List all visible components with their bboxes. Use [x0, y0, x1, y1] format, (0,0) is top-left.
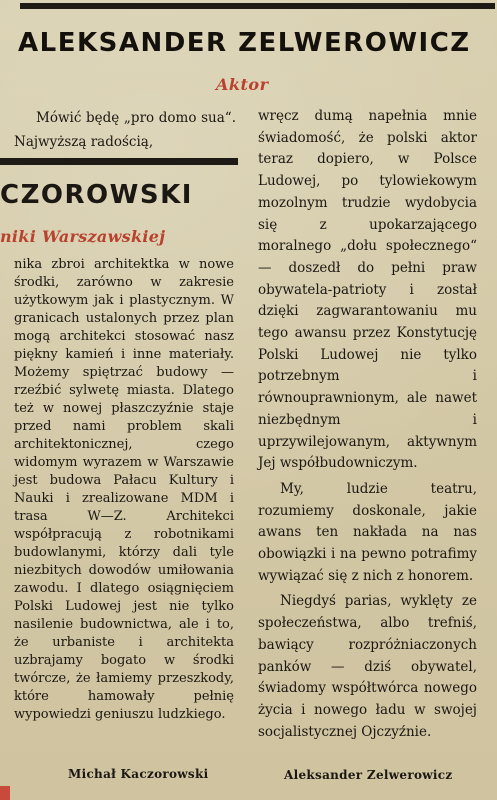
author-role-actor: Aktor — [216, 75, 269, 94]
article-right-body — [258, 106, 477, 743]
right-body-paragraph-1: wręcz dumą napełnia mnie świadomość, że polski aktor teraz dopiero, w Polsce Ludowej, po tylowiekowym mozolnym trudzie wydobycia się z upokarzającego moralnego „dołu społecznego“ — doszedł do pełni praw obywatela-patrioty i został dzięki zagwarantowaniu mu tego awansu przez Konstytucję Polski Ludowej nie tylko potrzebnym i równouprawnionym, ale nawet niezbędnym i uprzywilejowanym, aktywnym Jej współbudowniczym. — [258, 108, 477, 472]
author-heading-zelwerowicz: ALEKSANDER ZELWEROWICZ — [18, 28, 471, 58]
article-left-body — [14, 256, 234, 724]
intro-paragraph: Mówić będę „pro domo sua“. Najwyższą radością, — [14, 110, 236, 150]
article-right-intro — [14, 106, 236, 154]
signature-zelwerowicz: Aleksander Zelwerowicz — [284, 768, 453, 782]
left-divider-rule — [0, 158, 238, 165]
right-body-paragraph-2: My, ludzie teatru, rozumiemy doskonale, jakie awans ten nakłada na nas obowiązki i na pewno potrafimy wywiązać się z nich z honorem. — [258, 480, 477, 584]
author-role-warsaw: niki Warszawskiej — [0, 227, 166, 246]
top-divider-rule — [20, 3, 495, 9]
right-body-paragraph-3: Niegdyś parias, wyklęty ze społeczeństwa, albo trefniś, bawiący rozpróżniaczonych panków — dziś obywatel, świadomy współtwórca nowego życia i nowego ładu w swojej socjalistycznej Ojczyźnie. — [258, 593, 477, 740]
signature-kaczorowski: Michał Kaczorowski — [68, 767, 209, 781]
author-heading-kaczorowski: CZOROWSKI — [0, 180, 193, 210]
left-body-paragraph: nika zbroi architektka w nowe środki, zarówno w zakresie użytkowym jak i plastycznym. W granicach ustalonych przez plan mogą architekci stosować nasz piękny kamień i inne materiały. Możemy spiętrzać budowy — rzeźbić sylwetę miasta. Dlatego też w nowej płaszczyźnie staje przed nami problem skali architektonicznej, czego widomym wyrazem w Warszawie jest budowa Pałacu Kultury i Nauki i zrealizowane MDM i trasa W—Z. Architekci współpracują z robotnikami budowlanymi, którzy dali tyle niezbitych dowodów umiłowania zawodu. I dlatego osiągnięciem Polski Ludowej jest nie tylko nasilenie budownictwa, ale i to, że urbaniste i architekta uzbrajamy bogato w środki twórcze, że łamiemy przeszkody, które hamowały pełnię wypowiedzi geniuszu ludzkiego. — [14, 257, 234, 722]
red-edge-mark — [0, 786, 10, 800]
